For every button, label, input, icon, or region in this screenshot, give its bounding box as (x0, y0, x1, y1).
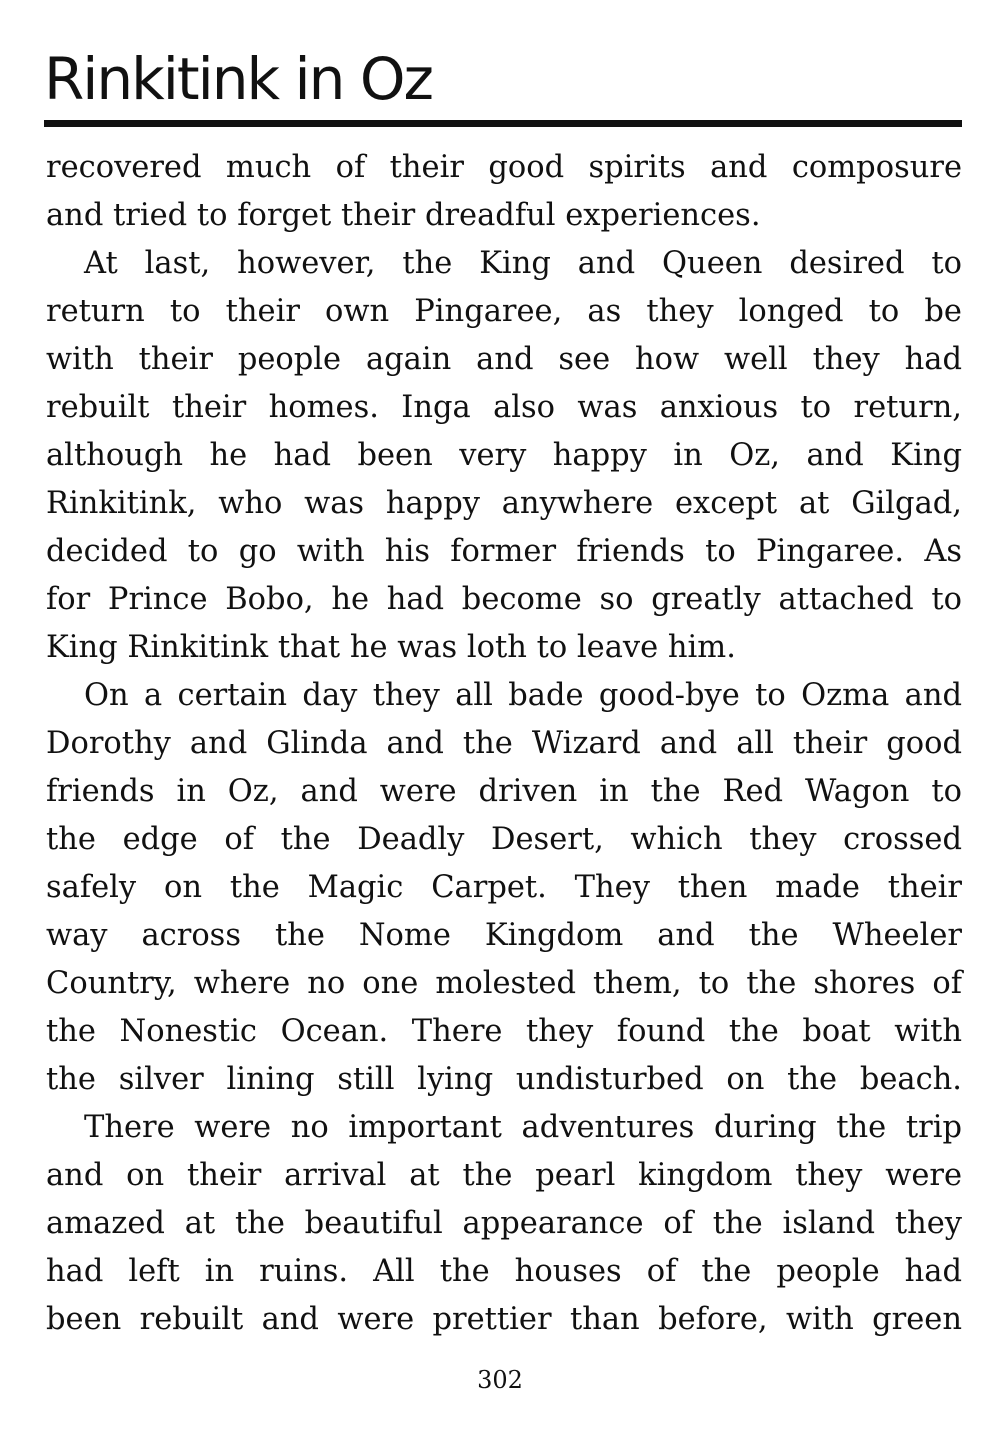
header-rule (44, 120, 962, 127)
paragraph (46, 240, 962, 672)
text-line: for Prince Bobo, he had become so greatly attached to (46, 582, 962, 617)
text-line: and on their arrival at the pearl kingdom they were (46, 1158, 962, 1193)
text-line: recovered much of their good spirits and composure (46, 150, 962, 185)
text-line: Dorothy and Glinda and the Wizard and all their good (46, 726, 962, 761)
text-line: been rebuilt and were prettier than before, with green (46, 1302, 962, 1337)
text-line: the Nonestic Ocean. There they found the boat with (46, 1014, 962, 1049)
text-line: There were no important adventures during the trip (84, 1110, 962, 1145)
text-line: At last, however, the King and Queen desired to (84, 246, 962, 281)
text-line: with their people again and see how well they had (46, 342, 962, 377)
text-line: although he had been very happy in Oz, and King (46, 438, 962, 473)
text-line: and tried to forget their dreadful experiences. (46, 198, 761, 233)
text-line: the silver lining still lying undisturbed on the beach. (46, 1062, 962, 1097)
text-line: On a certain day they all bade good-bye to Ozma and (84, 678, 962, 713)
text-line: the edge of the Deadly Desert, which they crossed (46, 822, 962, 857)
body-text (46, 144, 962, 1344)
paragraph (46, 144, 962, 240)
book-title: Rinkitink in Oz (44, 45, 432, 113)
text-line: rebuilt their homes. Inga also was anxious to return, (46, 390, 962, 425)
page-number: 302 (477, 1366, 523, 1394)
text-line: way across the Nome Kingdom and the Wheeler (46, 918, 962, 953)
text-line: Country, where no one molested them, to the shores of (46, 966, 962, 1001)
page-header (44, 40, 962, 118)
text-line: amazed at the beautiful appearance of the island they (46, 1206, 962, 1241)
text-line: had left in ruins. All the houses of the people had (46, 1254, 962, 1289)
text-line: return to their own Pingaree, as they longed to be (46, 294, 962, 329)
paragraph (46, 672, 962, 1104)
text-line: friends in Oz, and were driven in the Red Wagon to (46, 774, 962, 809)
text-line: Rinkitink, who was happy anywhere except at Gilgad, (46, 486, 962, 521)
paragraph (46, 1104, 962, 1344)
text-line: safely on the Magic Carpet. They then made their (46, 870, 962, 905)
text-line: King Rinkitink that he was loth to leave him. (46, 630, 736, 665)
text-line: decided to go with his former friends to Pingaree. As (46, 534, 962, 569)
